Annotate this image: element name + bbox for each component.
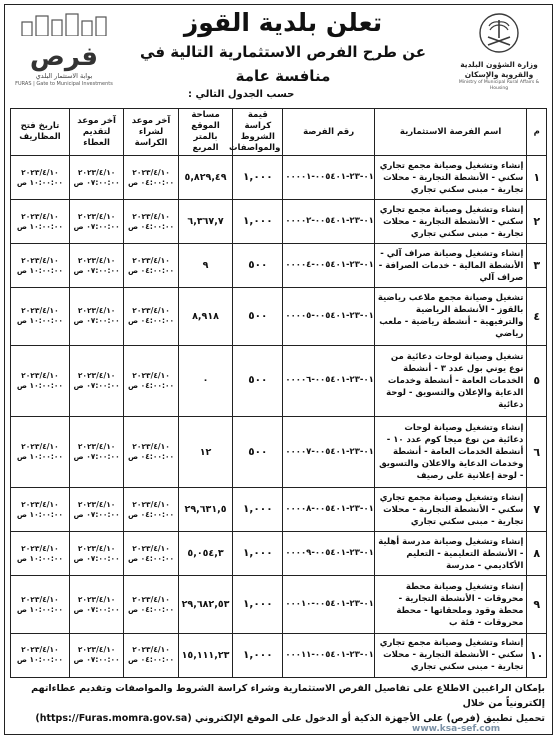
table-header-row — [11, 109, 547, 156]
site-area: ٥,٠٥٤,٣ — [178, 532, 232, 576]
row-number: ٨ — [527, 532, 547, 576]
opportunity-ref: ٠١-٢٣-٠٠٥٤٠١-٠٠٠٠٨ — [283, 488, 375, 532]
col-header-opening: تاريخ فتح المظاريف — [11, 109, 70, 156]
submit-deadline-date: ٢٠٢٣/٤/١٠ — [77, 306, 116, 316]
buy-deadline-date: ٢٠٢٣/٤/١٠ — [132, 594, 170, 604]
ministry-name: وزارة الشؤون البلدية والقروية والإسكان — [460, 60, 538, 79]
opportunity-ref: ٠١-٢٣-٠٠٥٤٠١-٠٠٠٠٤ — [283, 244, 375, 288]
table-row — [11, 288, 547, 346]
table-row — [11, 532, 547, 576]
buy-deadline-date: ٢٠٢٣/٤/١٠ — [132, 543, 170, 553]
row-number: ٢ — [527, 200, 547, 244]
col-header-price: قيمة كراسة الشروط والمواصفات — [233, 109, 283, 156]
ministry-name-en: Ministry of Municipal Rural Affairs & Housing — [458, 80, 540, 91]
col-header-num: م — [527, 109, 547, 156]
booklet-price: ١,٠٠٠ — [233, 156, 283, 200]
submit-deadline — [69, 244, 123, 288]
opening-date-time: ١٠:٠٠:٠٠ ص — [16, 655, 64, 665]
opening-date-date: ٢٠٢٣/٤/١٠ — [21, 594, 59, 604]
opening-date-time: ١٠:٠٠:٠٠ ص — [16, 604, 64, 614]
submit-deadline-date: ٢٠٢٣/٤/١٠ — [77, 255, 116, 265]
buy-deadline — [124, 345, 178, 416]
buy-deadline-date: ٢٠٢٣/٤/١٠ — [132, 442, 170, 452]
submit-deadline — [69, 156, 123, 200]
submit-deadline-time: ٠٧:٠٠:٠٠ ص — [73, 265, 120, 275]
buy-deadline-date: ٢٠٢٣/٤/١٠ — [132, 645, 170, 655]
opportunity-name: إنشاء وتشغيل وصيانة صراف آلي - الأنشطة المالية - خدمات الصرافة - صراف آلي — [374, 244, 527, 288]
buy-deadline-time: ٠٤:٠٠:٠٠ ص — [127, 316, 175, 326]
submit-deadline-date: ٢٠٢٣/٤/١٠ — [77, 167, 116, 177]
submit-deadline-time: ٠٧:٠٠:٠٠ ص — [73, 177, 120, 187]
opportunity-name: إنشاء وتشغيل وصيانة مجمع تجاري سكني - الأنشطة التجارية - محلات تجارية - مبنى سكني تجاري — [374, 200, 527, 244]
buy-deadline — [124, 200, 178, 244]
submit-deadline-date: ٢٠٢٣/٤/١٠ — [77, 370, 116, 380]
booklet-price: ١,٠٠٠ — [233, 200, 283, 244]
booklet-price: ٥٠٠ — [233, 244, 283, 288]
footer-line-1: بإمكان الراغبين الاطلاع على تفاصيل الفرص الاستثمارية وشراء كراسة الشروط والمواصفات وتقديم عطاءاتهم إلكترونياً من خلال — [31, 683, 545, 709]
submit-deadline-date: ٢٠٢٣/٤/١٠ — [77, 211, 116, 221]
buy-deadline-time: ٠٤:٠٠:٠٠ ص — [127, 655, 175, 665]
buy-deadline-date: ٢٠٢٣/٤/١٠ — [132, 255, 170, 265]
site-area: ٠ — [178, 345, 232, 416]
source-watermark: www.ksa-sef.com — [412, 724, 501, 734]
opportunity-name: إنشاء وتشغيل وصيانة لوحات دعائية من نوع ميجا كوم عدد ١٠ - أنشطة الخدمات العامة - أنشطة وخدمات الدعاية والاعلان والتسويق - لوحة إعلانية على رصيف — [374, 416, 527, 487]
opening-date-time: ١٠:٠٠:٠٠ ص — [16, 177, 64, 187]
furas-logo-subtitle: بوابة الاستثمار البلدي — [35, 72, 93, 80]
opportunity-ref: ٠١-٢٣-٠٠٥٤٠١-٠٠٠٠١ — [283, 156, 375, 200]
site-area: ٥,٨٢٩,٤٩ — [178, 156, 232, 200]
submit-deadline — [69, 416, 123, 487]
footer-line-2-text: تحميل تطبيق (فرص) على الأجهزة الذكية أو الدخول على الموقع الإلكتروني — [194, 713, 545, 724]
opening-date — [11, 532, 70, 576]
opening-date-date: ٢٠٢٣/٤/١٠ — [21, 499, 59, 509]
announcement-subtitle: عن طرح الفرص الاستثمارية التالية في منافسة عامة — [140, 43, 426, 85]
opening-date-date: ٢٠٢٣/٤/١٠ — [21, 645, 59, 655]
submit-deadline-time: ٠٧:٠٠:٠٠ ص — [73, 221, 120, 231]
booklet-price: ١,٠٠٠ — [233, 633, 283, 677]
buy-deadline-date: ٢٠٢٣/٤/١٠ — [132, 370, 170, 380]
furas-logo-subtitle-en: FURAS | Gate to Municipal Investments — [15, 81, 113, 87]
buy-deadline — [124, 156, 178, 200]
opening-date — [11, 288, 70, 346]
opportunity-ref: ٠١-٢٣-٠٠٥٤٠١-٠٠٠١٠ — [283, 576, 375, 634]
header — [6, 6, 551, 110]
opening-date-time: ١٠:٠٠:٠٠ ص — [16, 452, 64, 462]
opening-date — [11, 244, 70, 288]
opening-date — [11, 416, 70, 487]
buy-deadline-time: ٠٤:٠٠:٠٠ ص — [127, 221, 175, 231]
submit-deadline-time: ٠٧:٠٠:٠٠ ص — [73, 316, 120, 326]
buy-deadline-date: ٢٠٢٣/٤/١٠ — [132, 211, 170, 221]
opening-date-date: ٢٠٢٣/٤/١٠ — [21, 543, 59, 553]
opening-date — [11, 200, 70, 244]
col-header-ref: رقم الفرصة — [283, 109, 375, 156]
table-row — [11, 576, 547, 634]
submit-deadline-date: ٢٠٢٣/٤/١٠ — [77, 499, 116, 509]
booklet-price: ١,٠٠٠ — [233, 532, 283, 576]
announcement-title: تعلن بلدية القوز — [183, 8, 383, 37]
opportunity-ref: ٠١-٢٣-٠٠٥٤٠١-٠٠٠٠٧ — [283, 416, 375, 487]
site-area: ١٥,١١١,٢٣ — [178, 633, 232, 677]
site-area: ١٢ — [178, 416, 232, 487]
opening-date-time: ١٠:٠٠:٠٠ ص — [16, 265, 64, 275]
submit-deadline-time: ٠٧:٠٠:٠٠ ص — [73, 655, 120, 665]
buy-deadline — [124, 488, 178, 532]
table-row — [11, 200, 547, 244]
row-number: ٦ — [527, 416, 547, 487]
submit-deadline-time: ٠٧:٠٠:٠٠ ص — [73, 553, 120, 563]
opening-date-time: ١٠:٠٠:٠٠ ص — [16, 316, 64, 326]
opportunity-ref: ٠١-٢٣-٠٠٥٤٠١-٠٠٠٠٢ — [283, 200, 375, 244]
opportunity-name: إنشاء وتشغيل وصيانة مجمع تجاري سكني - الأنشطة التجارية - محلات تجارية - مبنى سكني تجاري — [374, 156, 527, 200]
opening-date-date: ٢٠٢٣/٤/١٠ — [21, 167, 59, 177]
buy-deadline — [124, 288, 178, 346]
submit-deadline — [69, 288, 123, 346]
opening-date-time: ١٠:٠٠:٠٠ ص — [16, 553, 64, 563]
row-number: ١ — [527, 156, 547, 200]
submit-deadline — [69, 488, 123, 532]
site-area: ٢٩,٦٣١,٥ — [178, 488, 232, 532]
opening-date-date: ٢٠٢٣/٤/١٠ — [21, 442, 59, 452]
opportunity-ref: ٠١-٢٣-٠٠٥٤٠١-٠٠٠١١ — [283, 633, 375, 677]
buy-deadline-date: ٢٠٢٣/٤/١٠ — [132, 306, 170, 316]
submit-deadline-time: ٠٧:٠٠:٠٠ ص — [73, 509, 120, 519]
submit-deadline — [69, 345, 123, 416]
buy-deadline-date: ٢٠٢٣/٤/١٠ — [132, 499, 170, 509]
furas-logo — [10, 12, 118, 98]
opening-date-time: ١٠:٠٠:٠٠ ص — [16, 380, 64, 390]
buy-deadline-time: ٠٤:٠٠:٠٠ ص — [127, 509, 175, 519]
table-row — [11, 633, 547, 677]
announcement-titles — [118, 6, 448, 102]
furas-website-link[interactable]: (https://Furas.momra.gov.sa) — [35, 713, 192, 724]
submit-deadline-date: ٢٠٢٣/٤/١٠ — [77, 543, 116, 553]
opportunity-name: تشغيل وصيانة مجمع ملاعب رياضية بالقوز - الأنشطة الرياضية والترفيهية - أنشطة رياضية - ملعب رياضي — [374, 288, 527, 346]
submit-deadline — [69, 200, 123, 244]
skyline-icon — [16, 12, 112, 36]
opening-date-date: ٢٠٢٣/٤/١٠ — [21, 370, 59, 380]
opportunity-ref: ٠١-٢٣-٠٠٥٤٠١-٠٠٠٠٥ — [283, 288, 375, 346]
submit-deadline-date: ٢٠٢٣/٤/١٠ — [77, 645, 116, 655]
table-row — [11, 156, 547, 200]
opportunity-name: إنشاء وتشغيل وصيانة مدرسة أهلية - الأنشطة التعليمية - التعليم الأكاديمي - مدرسة — [374, 532, 527, 576]
table-row — [11, 488, 547, 532]
furas-logo-mark: فرص — [29, 42, 99, 72]
row-number: ٤ — [527, 288, 547, 346]
submit-deadline-date: ٢٠٢٣/٤/١٠ — [77, 594, 116, 604]
opportunity-ref: ٠١-٢٣-٠٠٥٤٠١-٠٠٠٠٩ — [283, 532, 375, 576]
buy-deadline — [124, 416, 178, 487]
col-header-name: اسم الفرصة الاستثمارية — [374, 109, 527, 156]
opening-date — [11, 576, 70, 634]
submit-deadline — [69, 532, 123, 576]
site-area: ٦,٣٦٧,٧ — [178, 200, 232, 244]
submit-deadline-time: ٠٧:٠٠:٠٠ ص — [73, 604, 120, 614]
opportunity-ref: ٠١-٢٣-٠٠٥٤٠١-٠٠٠٠٦ — [283, 345, 375, 416]
buy-deadline — [124, 633, 178, 677]
opportunity-name: إنشاء وتشغيل وصيانة مجمع تجاري سكني - الأنشطة التجارية - محلات تجارية - مبنى سكني تجاري — [374, 633, 527, 677]
opening-date-date: ٢٠٢٣/٤/١٠ — [21, 255, 59, 265]
booklet-price: ٥٠٠ — [233, 416, 283, 487]
site-area: ٨,٩١٨ — [178, 288, 232, 346]
booklet-price: ١,٠٠٠ — [233, 488, 283, 532]
opening-date — [11, 633, 70, 677]
table-intro: حسب الجدول التالي : — [188, 89, 295, 100]
opening-date — [11, 345, 70, 416]
row-number: ١٠ — [527, 633, 547, 677]
opening-date-time: ١٠:٠٠:٠٠ ص — [16, 509, 64, 519]
table-row — [11, 345, 547, 416]
booklet-price: ١,٠٠٠ — [233, 576, 283, 634]
booklet-price: ٥٠٠ — [233, 288, 283, 346]
row-number: ٧ — [527, 488, 547, 532]
booklet-price: ٥٠٠ — [233, 345, 283, 416]
opportunity-name: إنشاء وتشغيل وصيانة محطة محروقات - الأنشطة التجارية - محطة وقود وملحقاتها - محطة محروقات - فئة ب — [374, 576, 527, 634]
buy-deadline-time: ٠٤:٠٠:٠٠ ص — [127, 452, 175, 462]
row-number: ٥ — [527, 345, 547, 416]
opportunity-name: إنشاء وتشغيل وصيانة مجمع تجاري سكني - الأنشطة التجارية - محلات تجارية - مبنى سكني تجاري — [374, 488, 527, 532]
submit-deadline-date: ٢٠٢٣/٤/١٠ — [77, 442, 116, 452]
submit-deadline — [69, 633, 123, 677]
ministry-logo — [453, 12, 545, 102]
submit-deadline-time: ٠٧:٠٠:٠٠ ص — [73, 452, 120, 462]
col-header-buy-deadline: آخر موعد لشراء الكراسة — [124, 109, 178, 156]
buy-deadline-time: ٠٤:٠٠:٠٠ ص — [127, 604, 175, 614]
buy-deadline-time: ٠٤:٠٠:٠٠ ص — [127, 265, 175, 275]
table-row — [11, 244, 547, 288]
buy-deadline-time: ٠٤:٠٠:٠٠ ص — [127, 553, 175, 563]
opening-date — [11, 488, 70, 532]
buy-deadline — [124, 244, 178, 288]
table-row — [11, 416, 547, 487]
opening-date-date: ٢٠٢٣/٤/١٠ — [21, 306, 59, 316]
buy-deadline-time: ٠٤:٠٠:٠٠ ص — [127, 177, 175, 187]
site-area: ٢٩,٦٨٢,٥٣ — [178, 576, 232, 634]
opportunities-table — [10, 108, 547, 678]
site-area: ٩ — [178, 244, 232, 288]
palm-swords-emblem-icon — [478, 12, 520, 54]
opening-date — [11, 156, 70, 200]
col-header-area: مساحة الموقع بالمتر المربع — [178, 109, 232, 156]
opportunity-name: تشغيل وصيانة لوحات دعائية من نوع يوني بول عدد ٣ - أنشطة الخدمات العامة - أنشطة وخدمات الدعاية والإعلان والتسويق - لوحة دعائية — [374, 345, 527, 416]
row-number: ٣ — [527, 244, 547, 288]
opening-date-time: ١٠:٠٠:٠٠ ص — [16, 221, 64, 231]
buy-deadline-time: ٠٤:٠٠:٠٠ ص — [127, 380, 175, 390]
buy-deadline — [124, 532, 178, 576]
submit-deadline — [69, 576, 123, 634]
row-number: ٩ — [527, 576, 547, 634]
submit-deadline-time: ٠٧:٠٠:٠٠ ص — [73, 380, 120, 390]
buy-deadline — [124, 576, 178, 634]
opening-date-date: ٢٠٢٣/٤/١٠ — [21, 211, 59, 221]
buy-deadline-date: ٢٠٢٣/٤/١٠ — [132, 167, 170, 177]
col-header-submit-deadline: آخر موعد لتقديم العطاء — [69, 109, 123, 156]
